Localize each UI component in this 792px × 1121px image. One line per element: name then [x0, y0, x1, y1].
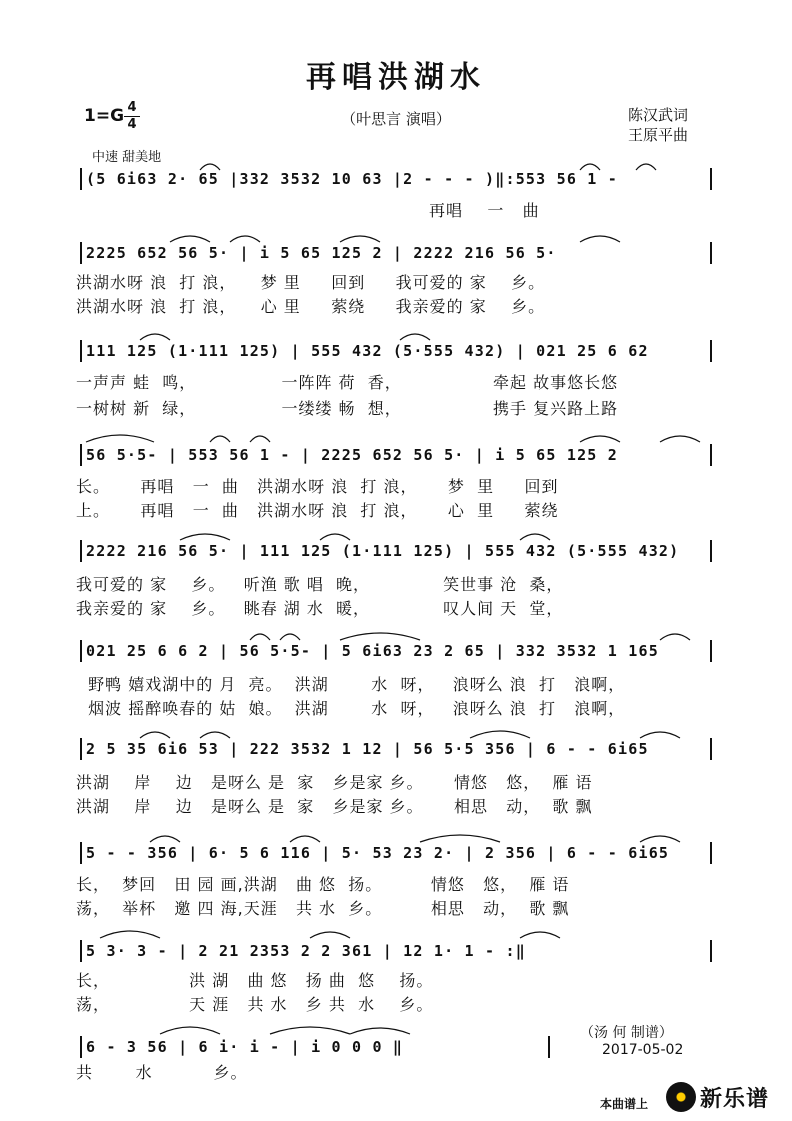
meter-bottom: 4 [127, 117, 137, 132]
footer-note: 本曲谱上 [600, 1097, 649, 1111]
lyricist-credit: 陈汉武词 [628, 106, 689, 124]
singer-credit: （叶思言 演唱） [341, 110, 451, 128]
transcription-date: 2017-05-02 [602, 1042, 684, 1058]
notation-line: 2 5 35 6i6 53 | 222 3532 1 12 | 56 5·5 356 | 6 - - 6i65 [80, 738, 712, 760]
lyric-line: 一声声 蛙 鸣， 一阵阵 荷 香， 牵起 故事悠长悠 [76, 373, 619, 392]
slur-marks [80, 526, 712, 542]
slur-marks [80, 626, 712, 642]
slur-marks [80, 156, 712, 172]
slur-marks [80, 1020, 550, 1036]
lyric-line: 上。 再唱 一 曲 洪湖水呀 浪 打 浪， 心 里 萦绕 [76, 501, 559, 520]
lyric-line: 洪湖 岸 边 是呀么 是 家 乡是家 乡。 相思 动， 歌 飘 [76, 797, 593, 816]
lyric-line: 野鸭 嬉戏湖中的 月 亮。 洪湖 水 呀， 浪呀么 浪 打 浪啊， [76, 675, 626, 694]
slur-marks [80, 924, 712, 940]
composer-credit: 王原平曲 [628, 126, 689, 144]
notation-line: 6 - 3 56 | 6 i· i - | i 0 0 0 ‖ [80, 1036, 550, 1058]
lyric-line: 再唱 一 曲 [76, 201, 540, 220]
notation-line: 111 125 (1·111 125) | 555 432 (5·555 432) | 021 25 6 62 [80, 340, 712, 362]
lyric-line: 洪湖水呀 浪 打 浪， 梦 里 回到 我可爱的 家 乡。 [76, 273, 546, 292]
tempo-marking: 中速 甜美地 [92, 150, 162, 165]
notation-line: 2225 652 56 5· | i 5 65 125 2 | 2222 216 56 5· [80, 242, 712, 264]
key-signature: 1=G [84, 106, 125, 126]
slur-marks [80, 228, 712, 244]
notation-line: 5 - - 356 | 6· 5 6 116 | 5· 53 23 2· | 2 356 | 6 - - 6i65 [80, 842, 712, 864]
lyric-line: 长， 梦回 田 园 画,洪湖 曲 悠 扬。 情悠 悠， 雁 语 [76, 875, 570, 894]
meter-top: 4 [127, 100, 137, 115]
notation-line: (5 6i63 2· 65 |332 3532 10 63 |2 - - - )‖:553 56 1 - [80, 168, 712, 190]
notation-line: 2222 216 56 5· | 111 125 (1·111 125) | 555 432 (5·555 432) [80, 540, 712, 562]
lyric-line: 共 水 乡。 [76, 1063, 248, 1082]
lyric-line: 洪湖 岸 边 是呀么 是 家 乡是家 乡。 情悠 悠， 雁 语 [76, 773, 593, 792]
slur-marks [80, 828, 712, 844]
record-disc-icon [666, 1082, 696, 1112]
lyric-line: 长。 再唱 一 曲 洪湖水呀 浪 打 浪， 梦 里 回到 [76, 477, 559, 496]
slur-marks [80, 428, 712, 444]
notation-line: 56 5·5- | 553 56 1 - | 2225 652 56 5· | i 5 65 125 2 [80, 444, 712, 466]
lyric-line: 我亲爱的 家 乡。 眺春 湖 水 暖， 叹人间 天 堂， [76, 599, 564, 618]
lyric-line: 烟波 摇醉唤春的 姑 娘。 洪湖 水 呀， 浪呀么 浪 打 浪啊， [76, 699, 626, 718]
lyric-line: 荡， 举杯 邀 四 海,天涯 共 水 乡。 相思 动， 歌 飘 [76, 899, 570, 918]
transcriber-credit: （汤 何 制谱） [580, 1025, 673, 1041]
lyric-line: 长， 洪 湖 曲 悠 扬 曲 悠 扬。 [76, 971, 434, 990]
song-title: 再唱洪湖水 [306, 60, 486, 95]
slur-marks [80, 724, 712, 740]
site-logo-text: 新乐谱 [700, 1087, 770, 1112]
lyric-line: 一树树 新 绿， 一缕缕 畅 想， 携手 复兴路上路 [76, 399, 619, 418]
notation-line: 5 3· 3 - | 2 21 2353 2 2 361 | 12 1· 1 - :‖ [80, 940, 712, 962]
lyric-line: 荡， 天 涯 共 水 乡 共 水 乡。 [76, 995, 434, 1014]
lyric-line: 洪湖水呀 浪 打 浪， 心 里 萦绕 我亲爱的 家 乡。 [76, 297, 546, 316]
notation-line: 021 25 6 6 2 | 56 5·5- | 5 6i63 23 2 65 | 332 3532 1 165 [80, 640, 712, 662]
slur-marks [80, 326, 712, 342]
lyric-line: 我可爱的 家 乡。 听渔 歌 唱 晚， 笑世事 沧 桑， [76, 575, 564, 594]
